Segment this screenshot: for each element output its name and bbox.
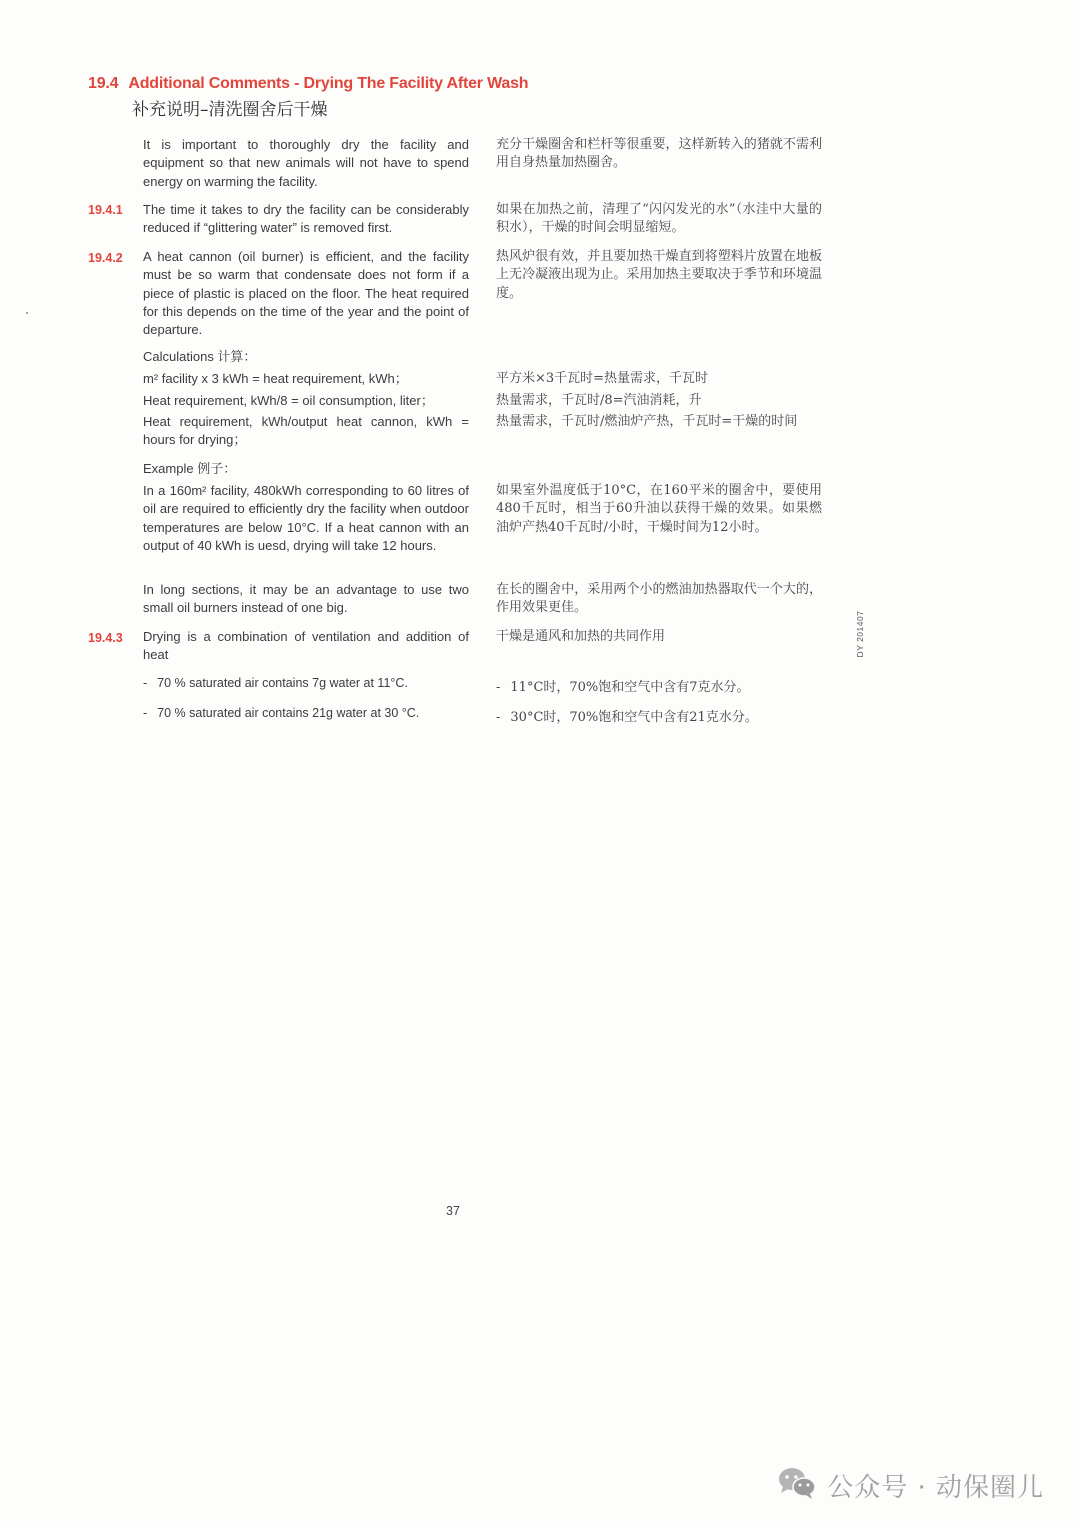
example-en: In a 160m² facility, 480kWh corresponding to 60 litres of oil are required to efficiently dry the facility when outdoor temperatures are below 10°C. If a heat cannon with an output of 40 kWh is uesd, drying will take 12 hours.	[143, 483, 469, 553]
long-sections-en: In long sections, it may be an advantage to use two small oil burners instead of one big.	[143, 582, 469, 616]
subsection-number-19-4-2: 19.4.2	[88, 251, 123, 265]
scan-speck	[26, 312, 28, 314]
section-title-cn: 补充说明–清洗圈舍后干燥	[132, 100, 328, 120]
subsection-number-19-4-1: 19.4.1	[88, 203, 123, 217]
long-sections-cn: 在长的圈舍中，采用两个小的燃油加热器取代一个大的，作用效果更佳。	[496, 582, 822, 616]
bullet-item-en	[143, 706, 473, 720]
bullet-dash: -	[143, 706, 148, 720]
calculations-label: Calculations 计算：	[143, 349, 257, 364]
bullet-text: 30°C时，70%饱和空气中含有21克水分。	[510, 710, 758, 725]
subsection-19-4-3-en: Drying is a combination of ventilation and addition of heat	[143, 629, 469, 663]
bullet-item-cn	[496, 676, 826, 695]
wechat-icon	[777, 1466, 817, 1505]
intro-en: It is important to thoroughly dry the facility and equipment so that new animals will not have to spend energy on warming the facility.	[143, 137, 469, 189]
section-number: 19.4	[88, 75, 119, 92]
bullet-dash: -	[496, 710, 501, 725]
calc-line-3-en: Heat requirement, kWh/output heat cannon, kWh = hours for drying；	[143, 414, 469, 448]
subsection-19-4-1-en: The time it takes to dry the facility can be considerably reduced if “glittering water” is removed first.	[143, 202, 469, 236]
section-title-text: Additional Comments - Drying The Facility After Wash	[128, 75, 529, 92]
example-cn: 如果室外温度低于10°C，在160平米的圈舍中，要使用480千瓦时，相当于60升油以获得干燥的效果。如果燃油炉产热40千瓦时/小时，干燥时间为12小时。	[496, 483, 822, 535]
page-number: 37	[446, 1204, 460, 1218]
calc-line-3-cn: 热量需求，千瓦时/燃油炉产热，千瓦时=干燥的时间	[496, 414, 798, 429]
subsection-19-4-3-cn: 干燥是通风和加热的共同作用	[496, 629, 666, 644]
calc-line-1-cn: 平方米×3千瓦时=热量需求，千瓦时	[496, 371, 709, 386]
bullet-dash: -	[143, 676, 148, 690]
document-code: DY 201407	[855, 610, 865, 658]
subsection-number-19-4-3: 19.4.3	[88, 631, 123, 645]
section-header	[88, 75, 528, 120]
watermark-text: 公众号 · 动保圈儿	[827, 1473, 1044, 1503]
bullet-text: 11°C时，70%饱和空气中含有7克水分。	[510, 680, 750, 695]
bullet-text: 70 % saturated air contains 7g water at 11°C.	[157, 676, 408, 690]
example-label: Example 例子：	[143, 461, 237, 476]
bullet-dash: -	[496, 680, 501, 695]
intro-cn: 充分干燥圈舍和栏杆等很重要，这样新转入的猪就不需利用自身热量加热圈舍。	[496, 137, 822, 171]
subsection-19-4-2-en: A heat cannon (oil burner) is efficient, and the facility must be so warm that condensate does not form if a piece of plastic is placed on the floor. The heat required for this depends on the time of the year and the point of departure.	[143, 249, 469, 338]
calc-line-1-en: m² facility x 3 kWh = heat requirement, kWh；	[143, 371, 408, 386]
bullet-item-cn	[496, 706, 826, 725]
bullet-item-en	[143, 676, 473, 690]
calc-line-2-en: Heat requirement, kWh/8 = oil consumption, liter；	[143, 393, 434, 408]
calc-line-2-cn: 热量需求，千瓦时/8=汽油消耗，升	[496, 393, 702, 408]
bullet-text: 70 % saturated air contains 21g water at 30 °C.	[157, 706, 420, 720]
subsection-19-4-2-cn: 热风炉很有效，并且要加热干燥直到将塑料片放置在地板上无冷凝液出现为止。采用加热主要取决于季节和环境温度。	[496, 249, 822, 301]
watermark	[777, 1466, 1044, 1505]
subsection-19-4-1-cn: 如果在加热之前，清理了“闪闪发光的水”（水洼中大量的积水），干燥的时间会明显缩短。	[496, 202, 822, 236]
section-title	[88, 75, 528, 93]
